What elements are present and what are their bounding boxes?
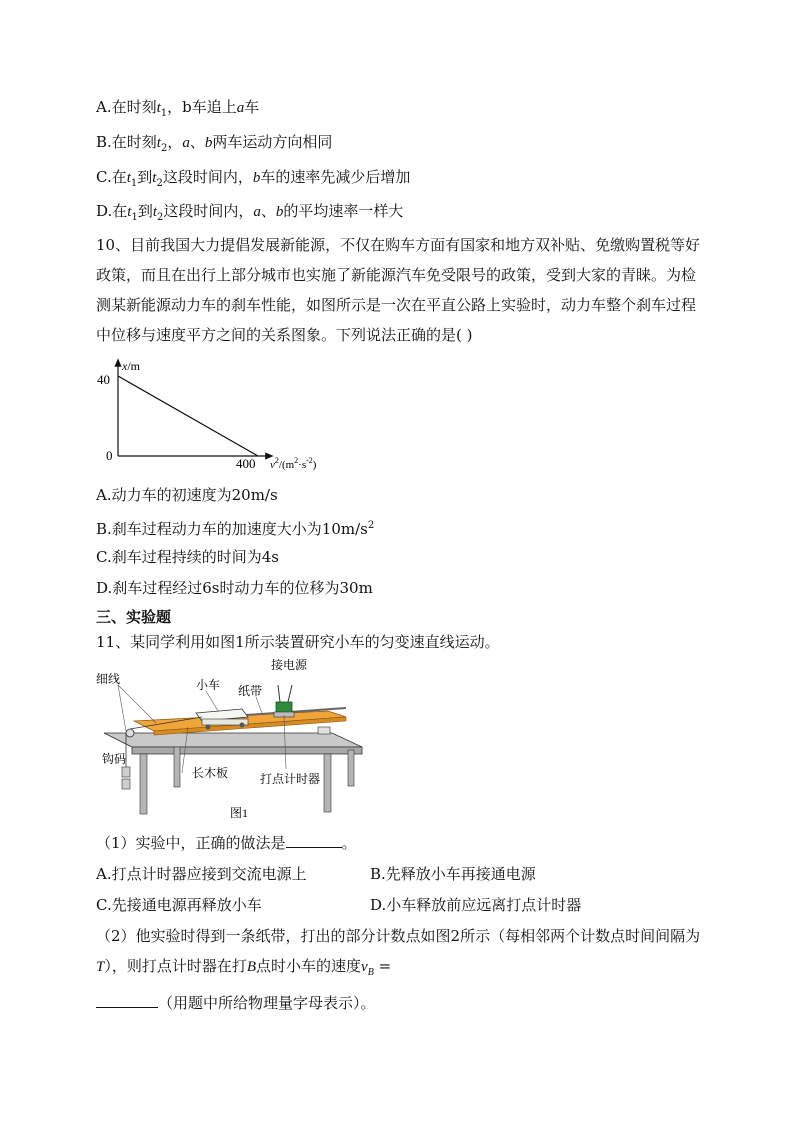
- q11-sub1-option-b: B.先释放小车再接通电源: [370, 865, 536, 883]
- q11-sub1-option-c: C.先接通电源再释放小车: [96, 896, 262, 914]
- table-leg: [140, 754, 147, 814]
- q11-sub2: （2）他实验时得到一条纸带，打出的部分计数点如图2所示（每相邻两个计数点时间间隔为T），则打点计时器在打B点时小车的速度$v_B$ =: [96, 927, 701, 978]
- q11-sub1-option-a: A.打点计时器应接到交流电源上: [96, 865, 307, 883]
- label-power: 接电源: [271, 658, 308, 672]
- q9-option-b: B.在时刻$t_2$，a、b两车运动方向相同: [96, 133, 333, 154]
- pulley: [126, 729, 134, 737]
- origin-label: 0: [106, 448, 113, 463]
- table-leg: [174, 747, 180, 787]
- power-wire: [288, 685, 292, 702]
- label-tape: 纸带: [238, 684, 263, 698]
- x-tick-label: 400: [236, 456, 256, 471]
- cart-wheel: [206, 725, 211, 730]
- q11-sub1: （1）实验中，正确的做法是 。: [96, 834, 357, 852]
- q9-option-a: A.在时刻$t_1$，b车追上a车: [96, 98, 260, 119]
- cart-wheel: [240, 723, 245, 728]
- y-axis-label: x/m: [122, 359, 140, 373]
- answer-blank[interactable]: [286, 833, 342, 848]
- hook-weight: [122, 767, 130, 777]
- q10-option-d: D.刹车过程经过6s时动力车的位移为30m: [96, 579, 373, 597]
- q10-stem: 10、目前我国大力提倡发展新能源，不仅在购车方面有国家和地方双补贴、免缴购置税等好政策，而且在出行上部分城市也实施了新能源汽车免受限号的政策，受到大家的青睐。为检测某新能源动力车的刹车性能，如图所示是一次在平直公路上实验时，动力车整个刹车过程中位移与速度平方之间的关系图象。下列说法正确的是( ): [96, 236, 701, 344]
- q11-stem: 11、某同学利用如图1所示装置研究小车的匀变速直线运动。: [96, 633, 500, 651]
- table-leg: [348, 750, 354, 786]
- q9-option-d: D.在$t_1$到$t_2$这段时间内，a、b的平均速率一样大: [96, 202, 404, 223]
- y-tick-label: 40: [97, 372, 110, 387]
- q10-graph: [96, 356, 346, 478]
- section-heading: 三、实验题: [96, 608, 172, 626]
- label-cart: 小车: [196, 678, 221, 692]
- label-string: 细线: [96, 672, 121, 686]
- table-top: [104, 733, 362, 747]
- q11-figure-apparatus: [96, 655, 376, 825]
- table-leg: [324, 754, 331, 812]
- hook-weight: [122, 779, 130, 789]
- q11-sub1-option-d: D.小车释放前应远离打点计时器: [370, 896, 582, 914]
- data-line: [118, 376, 258, 456]
- q9-option-c: C.在$t_1$到$t_2$这段时间内，b车的速率先减少后增加: [96, 168, 411, 189]
- board-support: [318, 727, 330, 734]
- leader-line: [256, 697, 262, 713]
- q10-option-c: C.刹车过程持续的时间为4s: [96, 548, 279, 566]
- figure-caption: 图1: [230, 806, 249, 820]
- q10-option-a: A.动力车的初速度为20m/s: [96, 486, 278, 504]
- q11-sub2-answer-line: （用题中所给物理量字母表示）。: [96, 993, 376, 1013]
- answer-blank[interactable]: [96, 993, 158, 1008]
- x-axis-label: $v^2/(m^2\cdot s^{-2})$: [270, 456, 317, 471]
- label-board: 长木板: [192, 766, 229, 780]
- label-timer: 打点计时器: [260, 772, 321, 786]
- power-wire: [278, 685, 280, 702]
- table-front: [132, 747, 362, 754]
- leader-line: [206, 691, 218, 711]
- label-weight: 钩码: [102, 752, 127, 766]
- q10-option-b: B.刹车过程动力车的加速度大小为$10m/s^2$: [96, 520, 375, 538]
